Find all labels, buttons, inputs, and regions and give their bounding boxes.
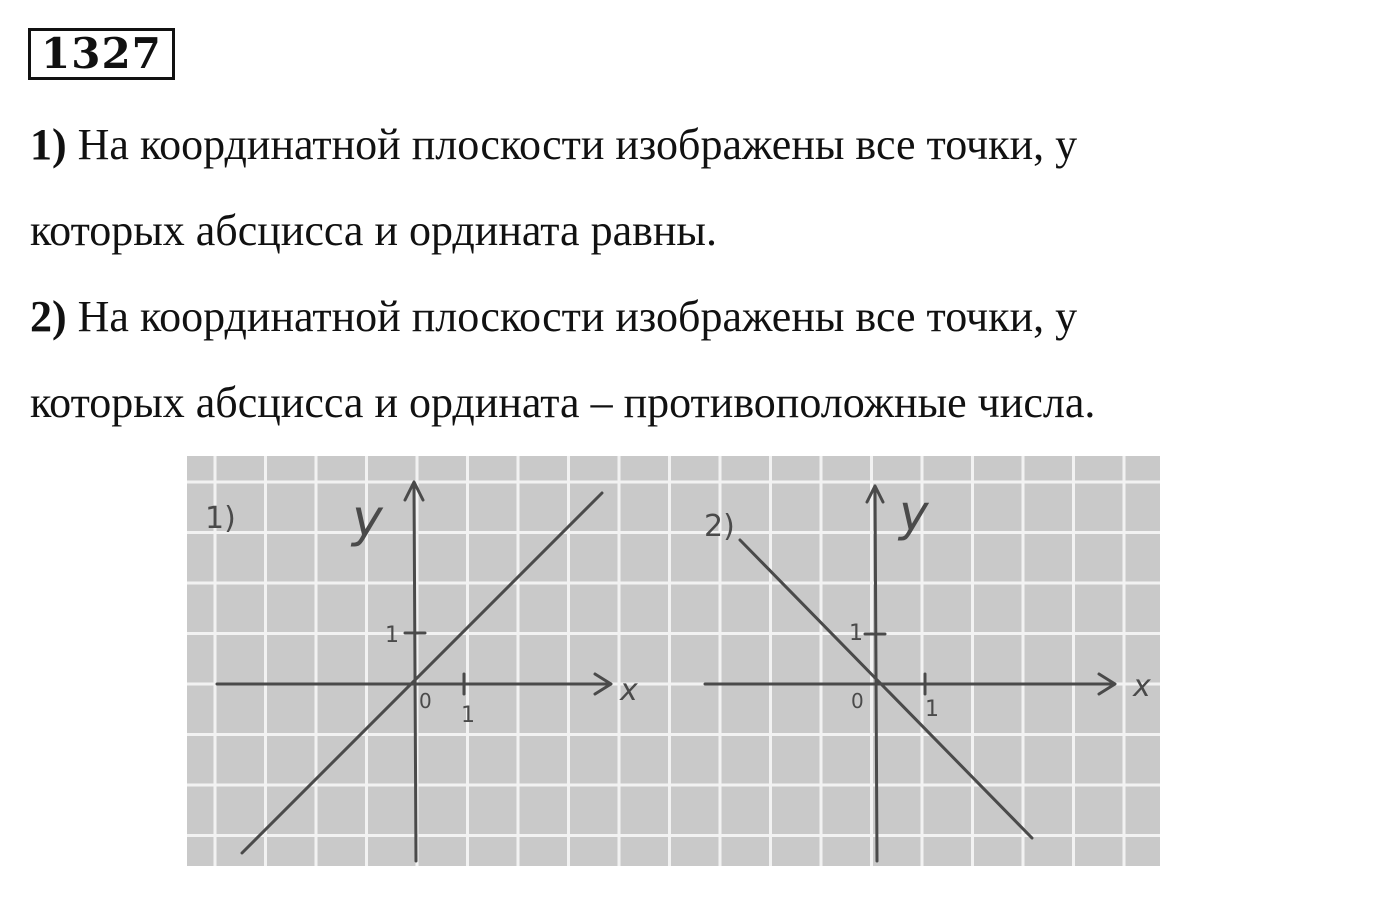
- item2-line2: [30, 378, 1095, 428]
- problem-number: 1327: [41, 29, 162, 78]
- graph1-y-label: y: [352, 489, 383, 549]
- graph2-y-unit-label: 1: [849, 621, 863, 646]
- graph1-x-unit-label: 1: [461, 703, 475, 728]
- graph2-x-label: x: [1133, 669, 1151, 704]
- item1-text-line2: которых абсцисса и ордината равны.: [30, 206, 717, 255]
- item1-marker: 1): [30, 120, 67, 169]
- graph-paper-figure: [187, 456, 1160, 866]
- item2-text-line1: На координатной плоскости изображены все точки, у: [66, 292, 1078, 341]
- item1-text-line1: На координатной плоскости изображены все точки, у: [66, 120, 1078, 169]
- item1-line2: [30, 206, 717, 256]
- problem-number-box: [28, 28, 175, 80]
- graph2-y-axis: [875, 488, 877, 861]
- graph2-origin-label: 0: [851, 689, 864, 713]
- item2-line1: [30, 292, 1077, 342]
- item1-line1: [30, 120, 1077, 170]
- item2-text-line2: которых абсцисса и ордината – противоположные числа.: [30, 378, 1096, 427]
- item2-marker: 2): [30, 292, 67, 341]
- graph2-y-label: y: [899, 484, 929, 542]
- graph1-y-axis: [414, 484, 416, 861]
- graph2-x-unit-label: 1: [925, 697, 939, 722]
- graph2-label: 2): [704, 509, 735, 544]
- graph-paper-background: [187, 456, 1160, 866]
- graph-paper-svg: [187, 456, 1160, 866]
- graph1-x-label: x: [620, 673, 638, 708]
- graph1-y-unit-label: 1: [385, 623, 399, 648]
- graph1-origin-label: 0: [419, 689, 432, 713]
- graph1-label: 1): [205, 501, 236, 536]
